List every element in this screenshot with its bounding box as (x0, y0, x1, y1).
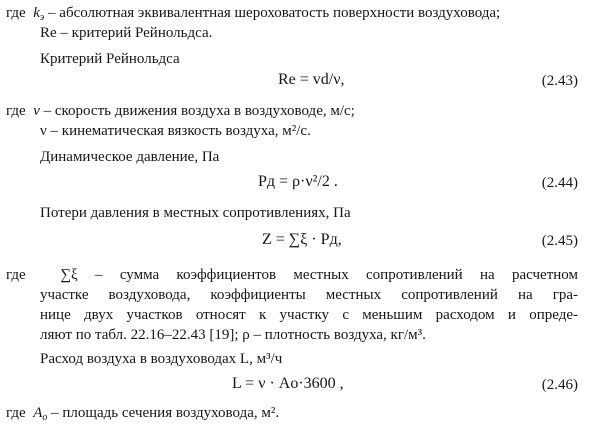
equation-number-2-44: (2.44) (541, 175, 578, 191)
text-line-airflow-heading: Расход воздуха в воздуховодах L, м³/ч (40, 351, 283, 367)
text-line-velocity-definition: где ν – скорость движения воздуха в воздуховоде, м/с; (6, 103, 355, 119)
formula-2-44: Pд = ρ·ν²/2 . (258, 173, 338, 190)
equation-number-2-45: (2.45) (541, 233, 578, 249)
text-line-area-definition: где $A_о$ – площадь сечения воздуховода, м². (6, 405, 280, 423)
equation-number-2-46: (2.46) (541, 377, 578, 393)
text-line-continuation-1: участке воздуховода, коэффициенты местных сопротивлений на гра- (40, 287, 578, 303)
text-line-dynamic-pressure-heading: Динамическое давление, Па (40, 149, 220, 165)
text-line-local-losses-heading: Потери давления в местных сопротивлениях, Па (40, 205, 351, 221)
text-line-ke-definition: где $k_э$ – абсолютная эквивалентная шероховатость поверхности воздуховода; (6, 5, 501, 23)
formula-2-43: Re = vd/ν, (278, 71, 345, 88)
formula-2-45: Z = ∑ξ · Pд, (262, 231, 342, 248)
text-line-viscosity-definition: ν – кинематическая вязкость воздуха, м²/с. (40, 123, 311, 139)
text-line-re-definition: Re – критерий Рейнольдса. (40, 25, 213, 41)
text-line-reynolds-heading: Критерий Рейнольдса (40, 51, 180, 67)
formula-2-46: L = ν · Aо·3600 , (232, 375, 344, 392)
equation-number-2-43: (2.43) (541, 73, 578, 89)
text-line-continuation-3: ляют по табл. 22.16–22.43 [19]; ρ – плотность воздуха, кг/м³. (40, 327, 426, 343)
text-line-sum-xi-definition: где ∑ξ – сумма коэффициентов местных сопротивлений на расчетном (6, 267, 579, 283)
text-line-continuation-2: нице двух участков относят к участку с меньшим расходом и опреде- (40, 307, 578, 323)
